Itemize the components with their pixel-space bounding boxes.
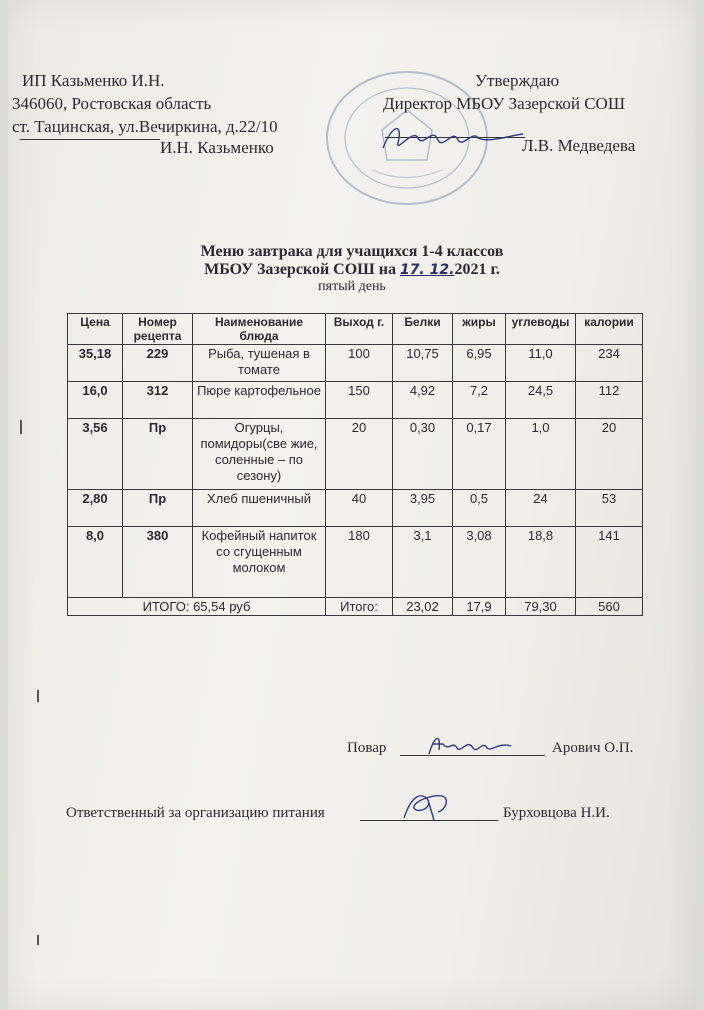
cell-protein: 4,92 <box>393 382 453 419</box>
approval-position: Директор МБОУ Зазерской СОШ <box>383 94 625 113</box>
cell-kcal: 53 <box>576 490 643 527</box>
table-total-row <box>68 598 643 616</box>
title-block <box>0 243 704 295</box>
menu-table <box>67 313 643 616</box>
cell-recipe: Пр <box>123 490 193 527</box>
table-row <box>68 345 643 382</box>
cell-price: 2,80 <box>68 490 123 527</box>
cell-recipe: 312 <box>123 382 193 419</box>
cell-kcal: 112 <box>576 382 643 419</box>
header-weight: Выход г. <box>326 314 393 345</box>
cell-fat: 7,2 <box>453 382 506 419</box>
cell-carbs: 24 <box>506 490 576 527</box>
cell-recipe: 229 <box>123 345 193 382</box>
cell-kcal: 141 <box>576 527 643 598</box>
header-fat: жиры <box>453 314 506 345</box>
cell-kcal: 234 <box>576 345 643 382</box>
margin-mark <box>37 935 39 945</box>
menu-subtitle <box>0 261 704 279</box>
cell-kcal: 20 <box>576 419 643 490</box>
total-price: ИТОГО: 65,54 руб <box>68 598 326 616</box>
header-protein: Белки <box>393 314 453 345</box>
total-label: Итого: <box>326 598 393 616</box>
cell-weight: 180 <box>326 527 393 598</box>
cell-carbs: 24,5 <box>506 382 576 419</box>
menu-title: Меню завтрака для учащихся 1-4 классов <box>200 243 504 260</box>
responsible-signature-icon <box>398 788 458 824</box>
header-recipe: Номер рецепта <box>123 314 193 345</box>
table-row <box>68 527 643 598</box>
cell-weight: 20 <box>326 419 393 490</box>
cell-weight: 150 <box>326 382 393 419</box>
cell-dish: Огурцы, помидоры(све жие, соленные – по сезону) <box>193 419 326 490</box>
cell-carbs: 11,0 <box>506 345 576 382</box>
margin-mark <box>37 690 39 702</box>
cell-dish: Хлеб пшеничный <box>193 490 326 527</box>
total-fat: 17,9 <box>453 598 506 616</box>
school-and-date-prefix: МБОУ Зазерской СОШ на <box>204 261 396 278</box>
cell-fat: 0,17 <box>453 419 506 490</box>
cook-signature-icon <box>425 730 515 758</box>
cell-price: 3,56 <box>68 419 123 490</box>
header-dish: Наименование блюда <box>193 314 326 345</box>
cell-protein: 0,30 <box>393 419 453 490</box>
table-row <box>68 382 643 419</box>
cell-protein: 3,1 <box>393 527 453 598</box>
table-row <box>68 419 643 490</box>
table-row <box>68 490 643 527</box>
supplier-signature-name: И.Н. Казьменко <box>160 138 274 157</box>
cell-fat: 6,95 <box>453 345 506 382</box>
cell-dish: Рыба, тушеная в томате <box>193 345 326 382</box>
cell-recipe: Пр <box>123 419 193 490</box>
cell-recipe: 380 <box>123 527 193 598</box>
total-kcal: 560 <box>576 598 643 616</box>
cell-price: 8,0 <box>68 527 123 598</box>
cell-weight: 100 <box>326 345 393 382</box>
supplier-address-2: ст. Тацинская, ул.Вечиркина, д.22/10 <box>12 117 278 136</box>
cell-price: 16,0 <box>68 382 123 419</box>
cell-weight: 40 <box>326 490 393 527</box>
cell-fat: 3,08 <box>453 527 506 598</box>
cell-price: 35,18 <box>68 345 123 382</box>
table-header-row <box>68 314 643 345</box>
header-kcal: калории <box>576 314 643 345</box>
total-protein: 23,02 <box>393 598 453 616</box>
responsible-label: Ответственный за организацию питания <box>66 805 325 821</box>
header-carbs: углеводы <box>506 314 576 345</box>
menu-day: пятый день <box>318 279 386 294</box>
director-signature-name: Л.В. Медведева <box>522 136 636 155</box>
year: 2021 г. <box>454 261 500 278</box>
approval-label: Утверждаю <box>475 71 560 90</box>
director-signature-icon <box>378 118 528 158</box>
cell-protein: 10,75 <box>393 345 453 382</box>
cook-label: Повар <box>347 740 387 756</box>
cell-carbs: 1,0 <box>506 419 576 490</box>
cell-dish: Пюре картофельное <box>193 382 326 419</box>
supplier-name: ИП Казьменко И.Н. <box>22 71 165 90</box>
cook-name: Арович О.П. <box>552 740 634 756</box>
cell-dish: Кофейный напиток со сгущенным молоком <box>193 527 326 598</box>
margin-mark <box>20 420 22 434</box>
cell-protein: 3,95 <box>393 490 453 527</box>
supplier-address-1: 346060, Ростовская область <box>12 94 212 113</box>
cell-fat: 0,5 <box>453 490 506 527</box>
responsible-name: Бурховцова Н.И. <box>503 805 610 821</box>
supplier-signature-line <box>20 139 160 140</box>
header-price: Цена <box>68 314 123 345</box>
handwritten-date: 17. 12. <box>399 262 455 278</box>
cell-carbs: 18,8 <box>506 527 576 598</box>
total-carbs: 79,30 <box>506 598 576 616</box>
